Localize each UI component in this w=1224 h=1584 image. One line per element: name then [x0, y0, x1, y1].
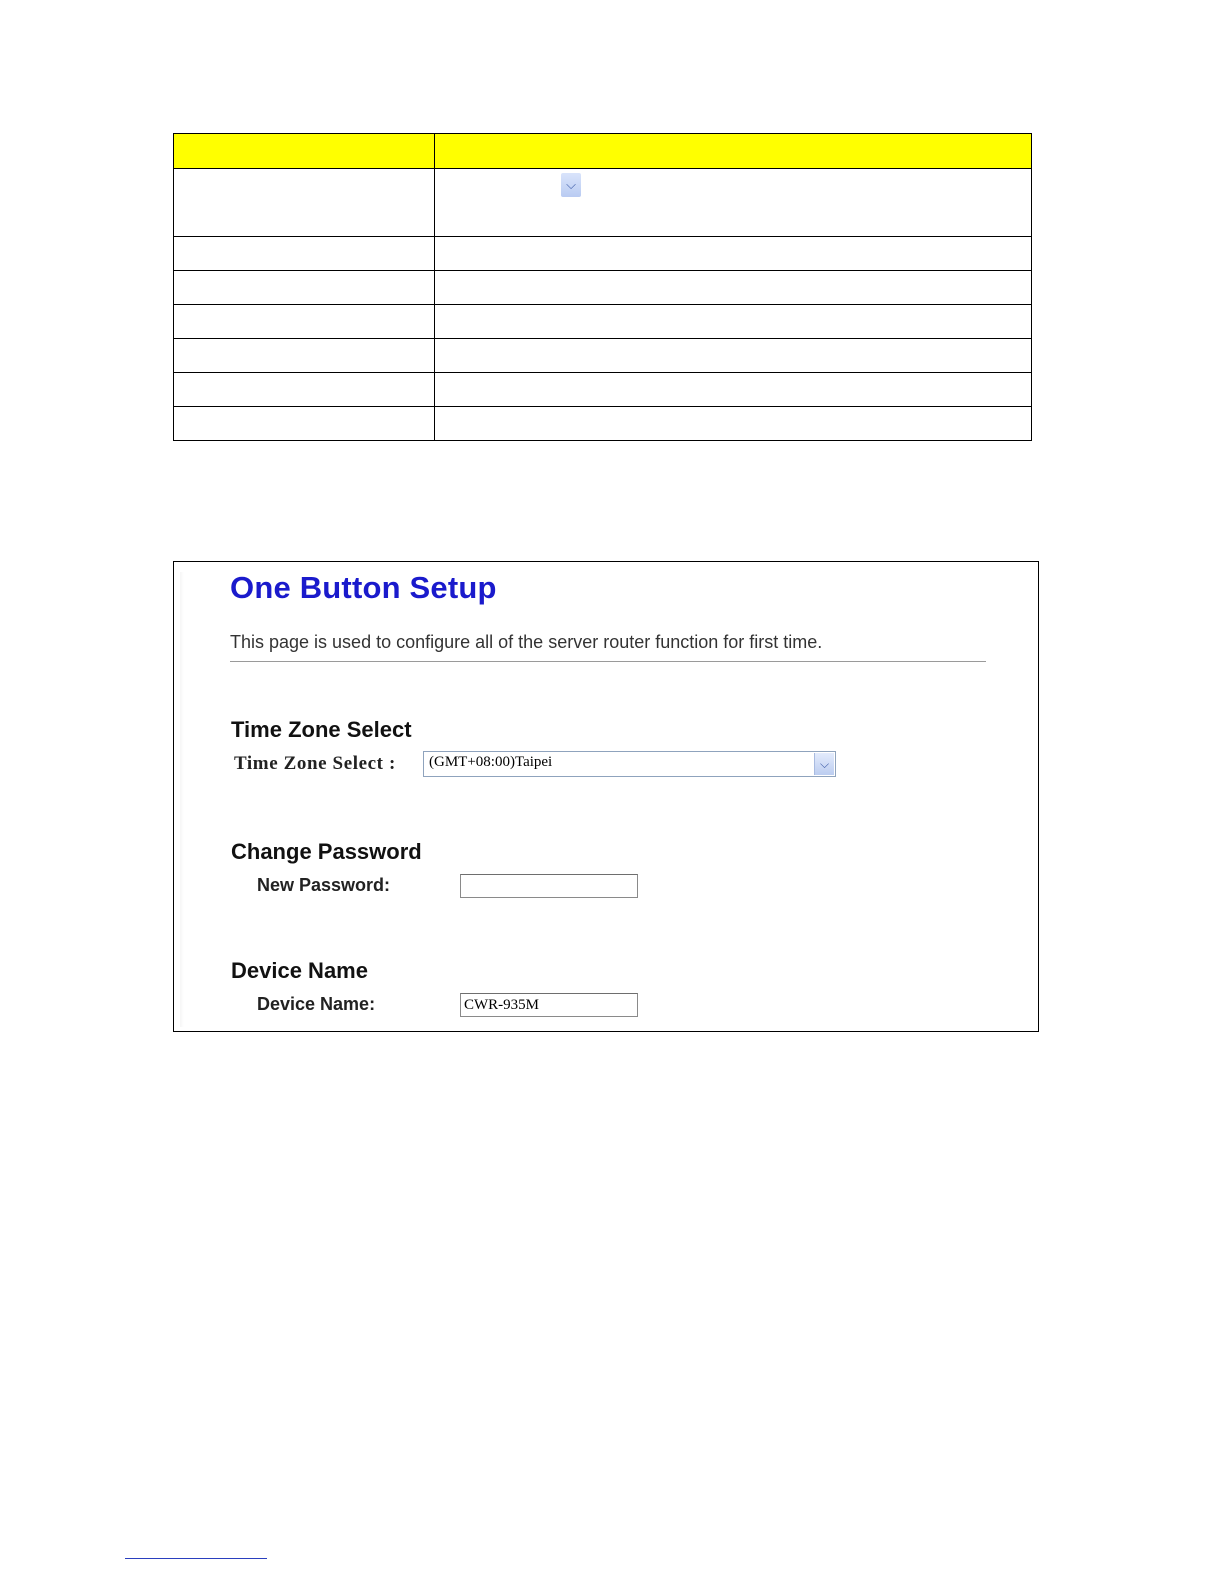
table-cell: [174, 339, 435, 373]
table-row: [174, 305, 1032, 339]
setup-screenshot-panel: [173, 561, 1039, 1032]
table-cell: [435, 169, 1032, 237]
reference-table: [173, 133, 1032, 441]
table-cell: [435, 339, 1032, 373]
table-row: [174, 373, 1032, 407]
table-row: [174, 271, 1032, 305]
page-description: This page is used to configure all of the server router function for first time.: [230, 632, 823, 652]
table-header-cell: [435, 134, 1032, 169]
table-cell: [174, 271, 435, 305]
new-password-field[interactable]: [460, 874, 638, 898]
table-header-cell: [174, 134, 435, 169]
footer-link-underline: [125, 1558, 267, 1559]
device-name-label: Device Name:: [257, 994, 376, 1014]
chevron-down-icon: ⌵: [561, 173, 581, 197]
table-cell: [174, 373, 435, 407]
table-row: [174, 339, 1032, 373]
new-password-label: New Password:: [257, 875, 391, 895]
table-cell: [435, 373, 1032, 407]
time-zone-label: Time Zone Select :: [234, 753, 396, 774]
table-cell: [435, 407, 1032, 441]
divider: [230, 661, 986, 662]
chevron-down-icon[interactable]: ⌵: [814, 753, 834, 775]
table-cell: [435, 237, 1032, 271]
section-title-device-name: Device Name: [231, 958, 368, 983]
table-cell: [174, 305, 435, 339]
table-cell: [174, 237, 435, 271]
table-header-row: [174, 134, 1032, 169]
table-cell: [174, 407, 435, 441]
table-cell: [435, 271, 1032, 305]
device-name-field[interactable]: [460, 993, 638, 1017]
table-row: [174, 407, 1032, 441]
table-cell: [174, 169, 435, 237]
section-title-time-zone: Time Zone Select: [231, 717, 412, 742]
table-cell: [435, 305, 1032, 339]
panel-left-edge: [180, 572, 184, 1027]
time-zone-selected-value: (GMT+08:00)Taipei: [429, 754, 553, 770]
section-title-change-password: Change Password: [231, 839, 422, 864]
table-row: [174, 237, 1032, 271]
page-title: One Button Setup: [230, 570, 497, 605]
time-zone-select[interactable]: [423, 751, 836, 777]
table-row: [174, 169, 1032, 237]
